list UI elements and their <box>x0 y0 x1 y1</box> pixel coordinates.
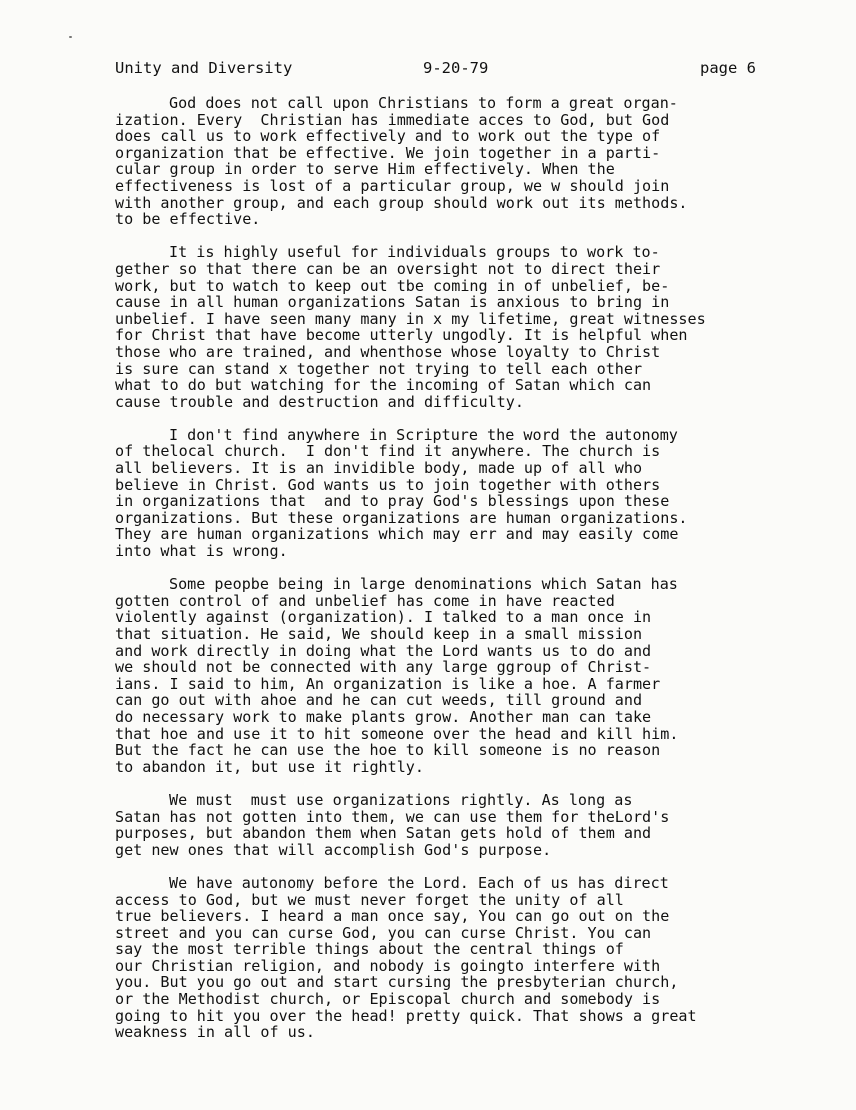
text-line: cause trouble and destruction and difficulty. <box>115 392 524 411</box>
paragraph <box>115 875 815 1041</box>
text-line: unbelief. I have seen many many in x my lifetime, great witnesses <box>115 309 706 328</box>
text-line: organization that be effective. We join together in a parti- <box>115 143 661 162</box>
paper-speck <box>69 36 72 38</box>
paragraph <box>115 244 815 410</box>
text-line: We must must use organizations rightly. As long as <box>169 790 633 809</box>
text-line: of thelocal church. I don't find it anywhere. The church is <box>115 442 661 461</box>
text-line: It is highly useful for individuals groups to work to- <box>169 243 660 262</box>
text-line: organizations. But these organizations are human organizations. <box>115 508 688 527</box>
paragraph <box>115 792 815 858</box>
text-line: to be effective. <box>115 210 261 229</box>
text-line: access to God, but we must never forget the unity of all <box>115 890 624 909</box>
text-line: purposes, but abandon them when Satan gets hold of them and <box>115 824 652 843</box>
document-body <box>115 95 815 1057</box>
text-line: Satan has not gotten into them, we can use them for theLord's <box>115 807 670 826</box>
text-line: believe in Christ. God wants us to join together with others <box>115 475 661 494</box>
text-line: get new ones that will accomplish God's purpose. <box>115 840 552 859</box>
text-line: We have autonomy before the Lord. Each of us has direct <box>169 873 669 892</box>
text-line: Some peopbe being in large denominations which Satan has <box>169 575 678 594</box>
text-line: cause in all human organizations Satan is anxious to bring in <box>115 293 670 312</box>
text-line: street and you can curse God, you can curse Christ. You can <box>115 923 652 942</box>
text-line: say the most terrible things about the central things of <box>115 940 624 959</box>
text-line: effectiveness is lost of a particular group, we w should join <box>115 176 670 195</box>
text-line: in organizations that and to pray God's blessings upon these <box>115 492 670 511</box>
paragraph <box>115 576 815 775</box>
text-line: can go out with ahoe and he can cut weeds, till ground and <box>115 691 643 710</box>
paragraph <box>115 95 815 228</box>
text-line: all believers. It is an invidible body, made up of all who <box>115 459 643 478</box>
text-line: do necessary work to make plants grow. Another man can take <box>115 707 652 726</box>
page-header <box>115 58 765 80</box>
text-line: God does not call upon Christians to form a great organ- <box>169 94 678 112</box>
text-line: But the fact he can use the hoe to kill someone is no reason <box>115 741 661 760</box>
text-line: that hoe and use it to hit someone over the head and kill him. <box>115 724 679 743</box>
text-line: gotten control of and unbelief has come in have reacted <box>115 591 615 610</box>
text-line: They are human organizations which may err and may easily come <box>115 525 679 544</box>
text-line: cular group in order to serve Him effectively. When the <box>115 160 615 179</box>
text-line: ians. I said to him, An organization is like a hoe. A farmer <box>115 674 661 693</box>
text-line: what to do but watching for the incoming of Satan which can <box>115 376 652 395</box>
text-line: violently against (organization). I talked to a man once in <box>115 608 652 627</box>
page-number: page 6 <box>700 59 756 77</box>
text-line: our Christian religion, and nobody is goingto interfere with <box>115 956 661 975</box>
text-line: weakness in all of us. <box>115 1023 315 1042</box>
text-line: going to hit you over the head! pretty quick. That shows a great <box>115 1006 697 1025</box>
document-title: Unity and Diversity <box>115 59 293 77</box>
text-line: ization. Every Christian has immediate acces to God, but God <box>115 110 670 129</box>
text-line: true believers. I heard a man once say, You can go out on the <box>115 907 670 926</box>
text-line: is sure can stand x together not trying to tell each other <box>115 359 643 378</box>
text-line: with another group, and each group should work out its methods. <box>115 193 688 212</box>
text-line: to abandon it, but use it rightly. <box>115 757 424 776</box>
text-line: I don't find anywhere in Scripture the word the autonomy <box>169 425 678 444</box>
text-line: you. But you go out and start cursing the presbyterian church, <box>115 973 679 992</box>
text-line: into what is wrong. <box>115 542 288 561</box>
text-line: gether so that there can be an oversight not to direct their <box>115 259 661 278</box>
text-line: that situation. He said, We should keep in a small mission <box>115 625 643 643</box>
text-line: we should not be connected with any large ggroup of Christ- <box>115 658 652 677</box>
text-line: and work directly in doing what the Lord wants us to do and <box>115 641 652 660</box>
document-date: 9-20-79 <box>423 59 489 77</box>
text-line: does call us to work effectively and to work out the type of <box>115 127 661 146</box>
text-line: for Christ that have become utterly ungodly. It is helpful when <box>115 326 688 345</box>
text-line: or the Methodist church, or Episcopal church and somebody is <box>115 990 661 1009</box>
text-line: work, but to watch to keep out tbe coming in of unbelief, be- <box>115 276 670 295</box>
paragraph <box>115 427 815 560</box>
text-line: those who are trained, and whenthose whose loyalty to Christ <box>115 342 661 361</box>
